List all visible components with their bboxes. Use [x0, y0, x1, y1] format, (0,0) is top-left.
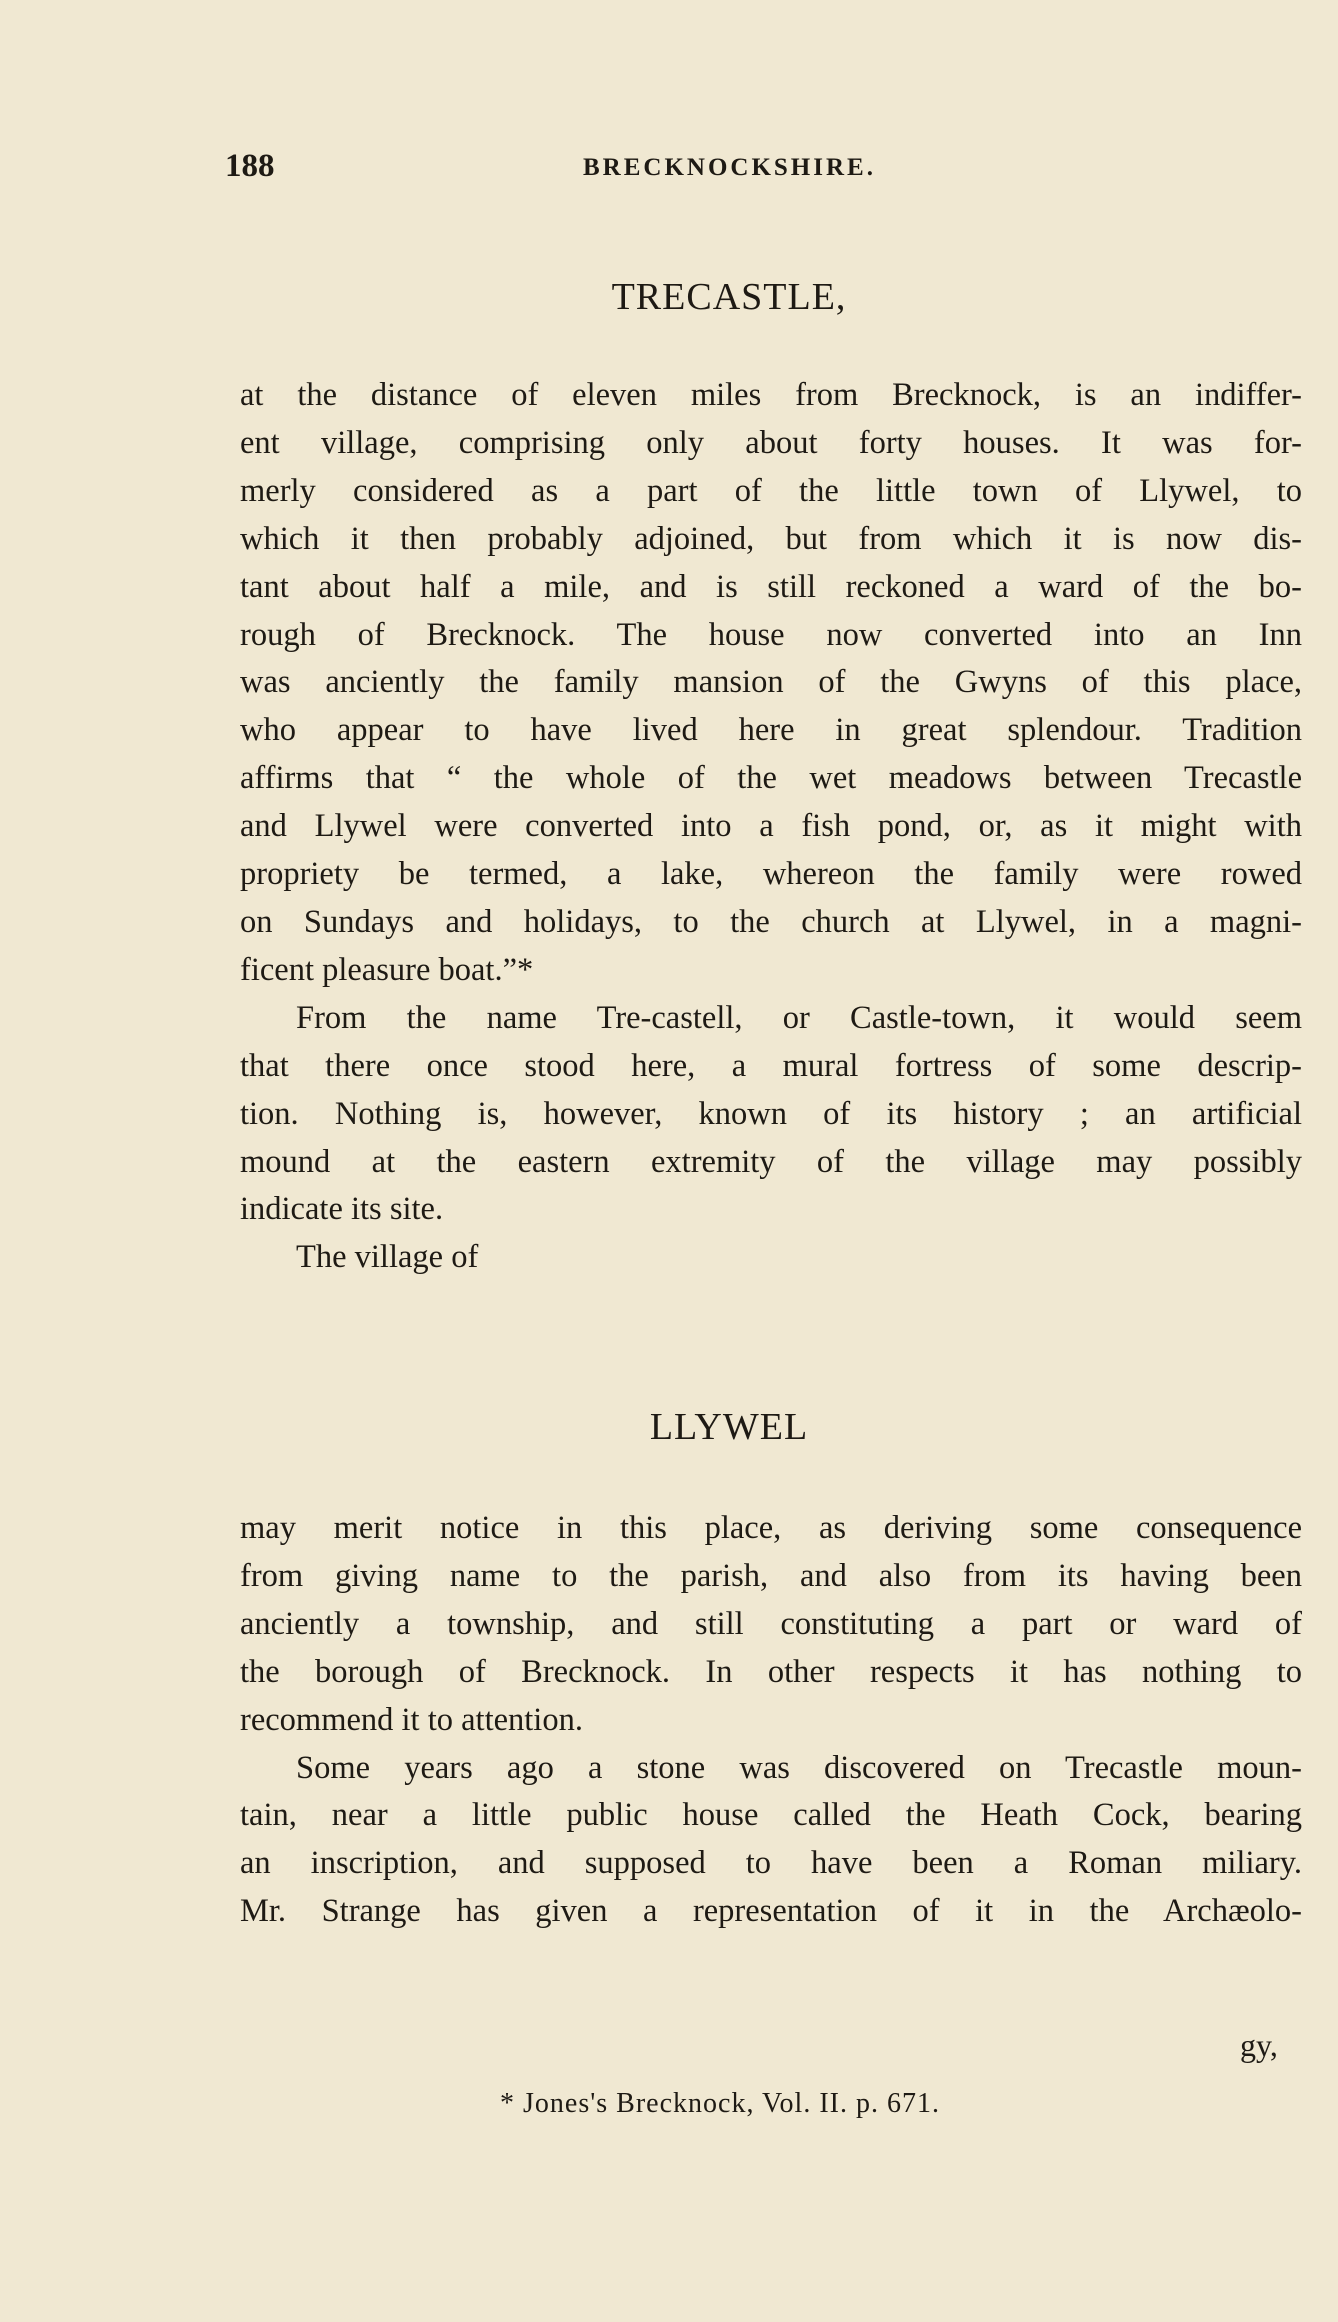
text-line: from giving name to the parish, and also from its having been: [240, 1557, 1302, 1594]
running-title: BRECKNOCKSHIRE.: [583, 154, 876, 181]
text-line: ent village, comprising only about forty houses. It was for-: [240, 424, 1302, 461]
text-line: tion. Nothing is, however, known of its history ; an artificial: [240, 1095, 1302, 1132]
text-line: From the name Tre-castell, or Castle-town, it would seem: [296, 999, 1302, 1036]
text-line: rough of Brecknock. The house now converted into an Inn: [240, 616, 1302, 653]
text-line: who appear to have lived here in great splendour. Tradition: [240, 712, 1302, 749]
section-heading-trecastle: TRECASTLE,: [611, 276, 847, 318]
text-line: an inscription, and supposed to have been a Roman miliary.: [240, 1845, 1302, 1882]
text-line: ficent pleasure boat.”*: [240, 951, 534, 988]
text-line: Mr. Strange has given a representation of it in the Archæolo-: [240, 1893, 1302, 1930]
section-body-trecastle: [240, 372, 1302, 1282]
text-line: merly considered as a part of the little town of Llywel, to: [240, 472, 1302, 509]
text-line: affirms that “ the whole of the wet meadows between Trecastle: [240, 760, 1302, 797]
footnote: * Jones's Brecknock, Vol. II. p. 671.: [500, 2088, 940, 2119]
text-line: anciently a township, and still constituting a part or ward of: [240, 1605, 1302, 1642]
text-line: on Sundays and holidays, to the church at Llywel, in a magni-: [240, 903, 1302, 940]
text-line: tain, near a little public house called the Heath Cock, bearing: [240, 1797, 1302, 1834]
text-line: was anciently the family mansion of the Gwyns of this place,: [240, 664, 1302, 701]
section-body-llywel: [240, 1505, 1302, 1936]
text-line: that there once stood here, a mural fortress of some descrip-: [240, 1047, 1302, 1084]
text-line: at the distance of eleven miles from Brecknock, is an indiffer-: [240, 377, 1302, 413]
text-line: and Llywel were converted into a fish pond, or, as it might with: [240, 808, 1302, 845]
text-line: Some years ago a stone was discovered on Trecastle moun-: [296, 1749, 1302, 1786]
text-line: may merit notice in this place, as deriving some consequence: [240, 1510, 1302, 1546]
text-line: the borough of Brecknock. In other respects it has nothing to: [240, 1653, 1302, 1690]
page-number: 188: [225, 148, 275, 184]
text-line: which it then probably adjoined, but from which it is now dis-: [240, 520, 1302, 557]
text-line: indicate its site.: [240, 1191, 444, 1228]
text-line: propriety be termed, a lake, whereon the family were rowed: [240, 856, 1302, 893]
text-line: recommend it to attention.: [240, 1701, 583, 1738]
text-line: The village of: [296, 1239, 479, 1276]
text-line: mound at the eastern extremity of the village may possibly: [240, 1143, 1302, 1180]
catchword: gy,: [1240, 2027, 1278, 2063]
text-line: tant about half a mile, and is still reckoned a ward of the bo-: [240, 568, 1302, 605]
running-header: [225, 148, 1315, 188]
section-heading-llywel: LLYWEL: [649, 1406, 809, 1448]
